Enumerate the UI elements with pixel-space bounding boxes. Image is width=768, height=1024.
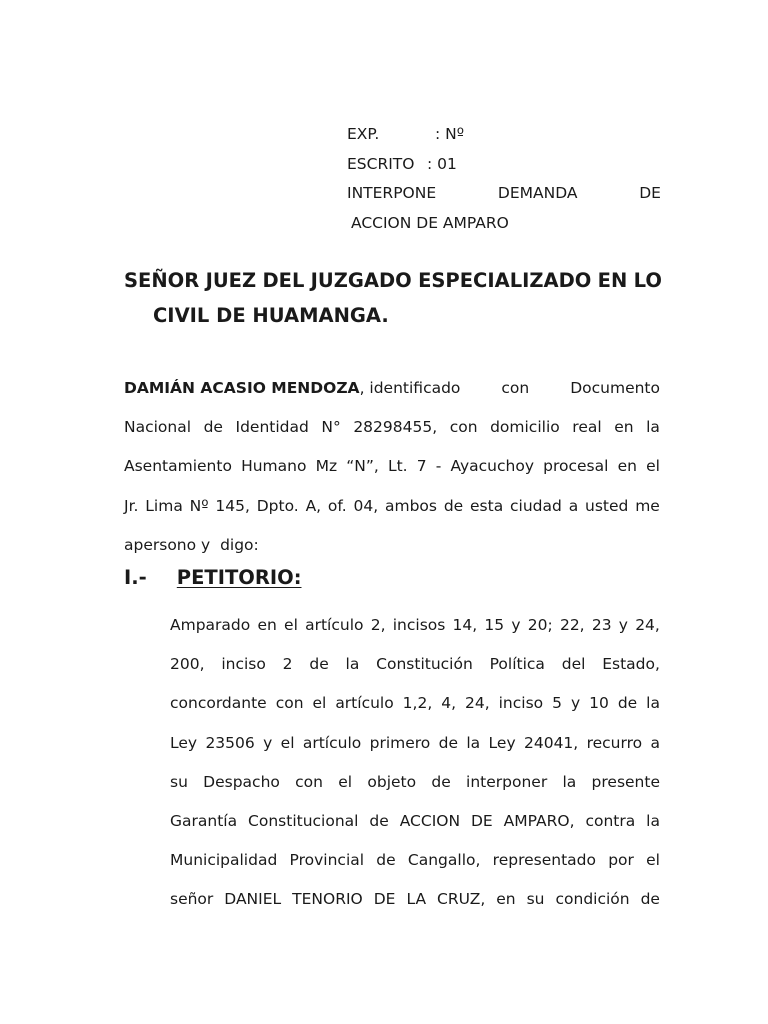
word: 10 (589, 694, 609, 713)
word: 28298455, (353, 418, 438, 437)
intro-line-4 (124, 487, 660, 526)
word: Garantía (170, 812, 238, 831)
word: con (295, 772, 323, 791)
word: Identidad (235, 418, 309, 437)
addressee-word: JUEZ (205, 269, 257, 292)
word: 22, (559, 616, 585, 634)
word: la (345, 655, 360, 674)
petitorio-line (170, 841, 660, 880)
word: de (617, 694, 638, 713)
escrito-row (347, 150, 661, 180)
sumilla-line-1 (347, 179, 661, 209)
word: Ley (170, 733, 198, 752)
word: 1,2, (402, 694, 433, 713)
sumilla-line-2: ACCION DE AMPARO (351, 213, 509, 232)
word: DANIEL (224, 890, 282, 909)
word: primero (369, 733, 431, 752)
word: Constitución (376, 655, 473, 674)
word: inciso (221, 655, 266, 674)
word: ambos (384, 496, 437, 515)
word: el (284, 616, 298, 634)
word: en (614, 418, 634, 437)
word: la (562, 772, 577, 791)
petitorio-line (170, 684, 660, 723)
word: Nacional (124, 418, 192, 437)
intro-line-3 (124, 447, 660, 486)
word: representado (492, 851, 596, 870)
word: 23 (591, 616, 612, 634)
word: Lima (145, 496, 183, 515)
word: ACCION (399, 812, 461, 831)
word: y (263, 733, 273, 752)
word: usted (585, 496, 629, 515)
word: el (646, 851, 660, 870)
intro-last-line: apersono y digo: (124, 535, 259, 554)
word: esta (470, 496, 504, 515)
word: de (438, 733, 459, 752)
intro-word: Documento (570, 379, 660, 397)
word: de (443, 496, 464, 515)
petitorio-paragraph (170, 606, 660, 920)
word: contra (585, 812, 636, 831)
word: artículo (302, 733, 362, 752)
word: su (170, 772, 188, 791)
word: Jr. (124, 496, 139, 515)
word: 145, (215, 496, 250, 515)
word: Municipalidad (170, 851, 278, 870)
word: concordante (170, 694, 267, 713)
sumilla-word: DEMANDA (497, 184, 578, 202)
word: A, (305, 496, 322, 515)
word: de (369, 812, 389, 831)
section-number: I.- (124, 566, 147, 589)
word: me (635, 496, 660, 515)
word: 2 (282, 655, 293, 674)
word: LA (406, 890, 427, 909)
word: Estado, (602, 655, 660, 674)
section-title: PETITORIO: (176, 566, 302, 589)
petitorio-line (170, 802, 660, 841)
word: en (617, 457, 637, 476)
word: TENORIO (292, 890, 363, 909)
petitorio-line (170, 763, 660, 802)
word: DE (373, 890, 396, 909)
word: de (203, 418, 223, 437)
section-heading (124, 566, 302, 589)
word: N° (321, 418, 341, 437)
word: del (561, 655, 586, 674)
word: la (646, 694, 660, 713)
addressee-word: ESPECIALIZADO (418, 269, 592, 292)
word: de (431, 772, 451, 791)
word: 2, (370, 616, 386, 634)
word: el (312, 694, 327, 713)
word: por (608, 851, 634, 870)
word: de (640, 890, 660, 909)
word: la (646, 418, 660, 437)
word: 14, (452, 616, 478, 634)
word: inciso (498, 694, 544, 713)
petitorio-line (170, 724, 660, 763)
word: Lt. (387, 457, 408, 476)
word: recurro (586, 733, 643, 752)
intro-word: con (501, 379, 530, 397)
addressee-word: EN (597, 269, 628, 292)
intro-line-1-start (124, 369, 460, 408)
word: Ley (488, 733, 516, 752)
word: “N”, (346, 457, 379, 476)
word: Cangallo, (407, 851, 481, 870)
addressee (124, 263, 662, 333)
word: Asentamiento (124, 457, 232, 476)
word: y (511, 616, 521, 634)
word: condición (555, 890, 630, 909)
word: el (646, 457, 660, 476)
intro-word: , identificado (359, 379, 461, 397)
word: 15 (484, 616, 505, 634)
word: en (496, 890, 516, 909)
word: Amparado (170, 616, 251, 634)
word: a (568, 496, 579, 515)
addressee-word: DEL (262, 269, 305, 292)
word: 5 (552, 694, 562, 713)
word: Mz (315, 457, 338, 476)
word: 24, (635, 616, 660, 634)
word: objeto (367, 772, 417, 791)
word: procesal (543, 457, 609, 476)
word: 200, (170, 655, 205, 674)
word: of. (327, 496, 347, 515)
word: Política (489, 655, 545, 674)
word: CRUZ, (437, 890, 486, 909)
addressee-word: LO (633, 269, 662, 292)
word: Humano (241, 457, 307, 476)
word: la (646, 812, 660, 831)
escrito-value: : 01 (427, 154, 457, 173)
word: incisos (392, 616, 446, 634)
word: - (435, 457, 442, 476)
word: interponer (466, 772, 548, 791)
addressee-line-2: CIVIL DE HUAMANGA. (153, 304, 389, 327)
word: ciudad (510, 496, 562, 515)
word: Nº (189, 496, 209, 515)
petitorio-line (170, 645, 660, 684)
word: el (338, 772, 353, 791)
addressee-word: SEÑOR (124, 269, 200, 292)
intro-line-2 (124, 408, 660, 447)
word: su (526, 890, 545, 909)
word: a (650, 733, 660, 752)
addressee-word: JUZGADO (310, 269, 412, 292)
word: presente (591, 772, 660, 791)
word: con (275, 694, 304, 713)
word: con (449, 418, 478, 437)
word: DE (471, 812, 493, 831)
word: Dpto. (256, 496, 299, 515)
word: en (257, 616, 277, 634)
word: y (618, 616, 628, 634)
word: Provincial (289, 851, 365, 870)
petitorio-line (170, 880, 660, 919)
word: 7 (416, 457, 427, 476)
word: artículo (335, 694, 394, 713)
intro-paragraph (124, 369, 660, 565)
word: el (280, 733, 295, 752)
word: de (309, 655, 329, 674)
sumilla-word: INTERPONE (347, 184, 437, 202)
word: 24, (464, 694, 490, 713)
word: Ayacuchoy (450, 457, 535, 476)
word: 23506 (205, 733, 255, 752)
word: 04, (353, 496, 379, 515)
word: artículo (305, 616, 364, 634)
word: de (376, 851, 396, 870)
word: AMPARO, (503, 812, 575, 831)
exp-label: EXP. (347, 125, 380, 143)
word: 24041, (523, 733, 579, 752)
intro-line-1 (124, 369, 660, 408)
case-header (347, 120, 661, 238)
plaintiff-name: DAMIÁN ACASIO MENDOZA (124, 379, 360, 397)
intro-line-5 (124, 526, 660, 565)
word: domicilio (490, 418, 560, 437)
petitorio-line (170, 606, 660, 645)
word: Despacho (203, 772, 280, 791)
escrito-label: ESCRITO (347, 154, 415, 173)
word: Constitucional (248, 812, 359, 831)
word: 4, (441, 694, 457, 713)
word: y (570, 694, 581, 713)
exp-row (347, 120, 661, 150)
addressee-line-1 (124, 263, 662, 298)
word: real (572, 418, 602, 437)
word: señor (170, 890, 214, 909)
word: la (466, 733, 481, 752)
word: 20; (527, 616, 553, 634)
sumilla-word: DE (639, 184, 661, 202)
exp-value: : Nº (435, 125, 465, 143)
